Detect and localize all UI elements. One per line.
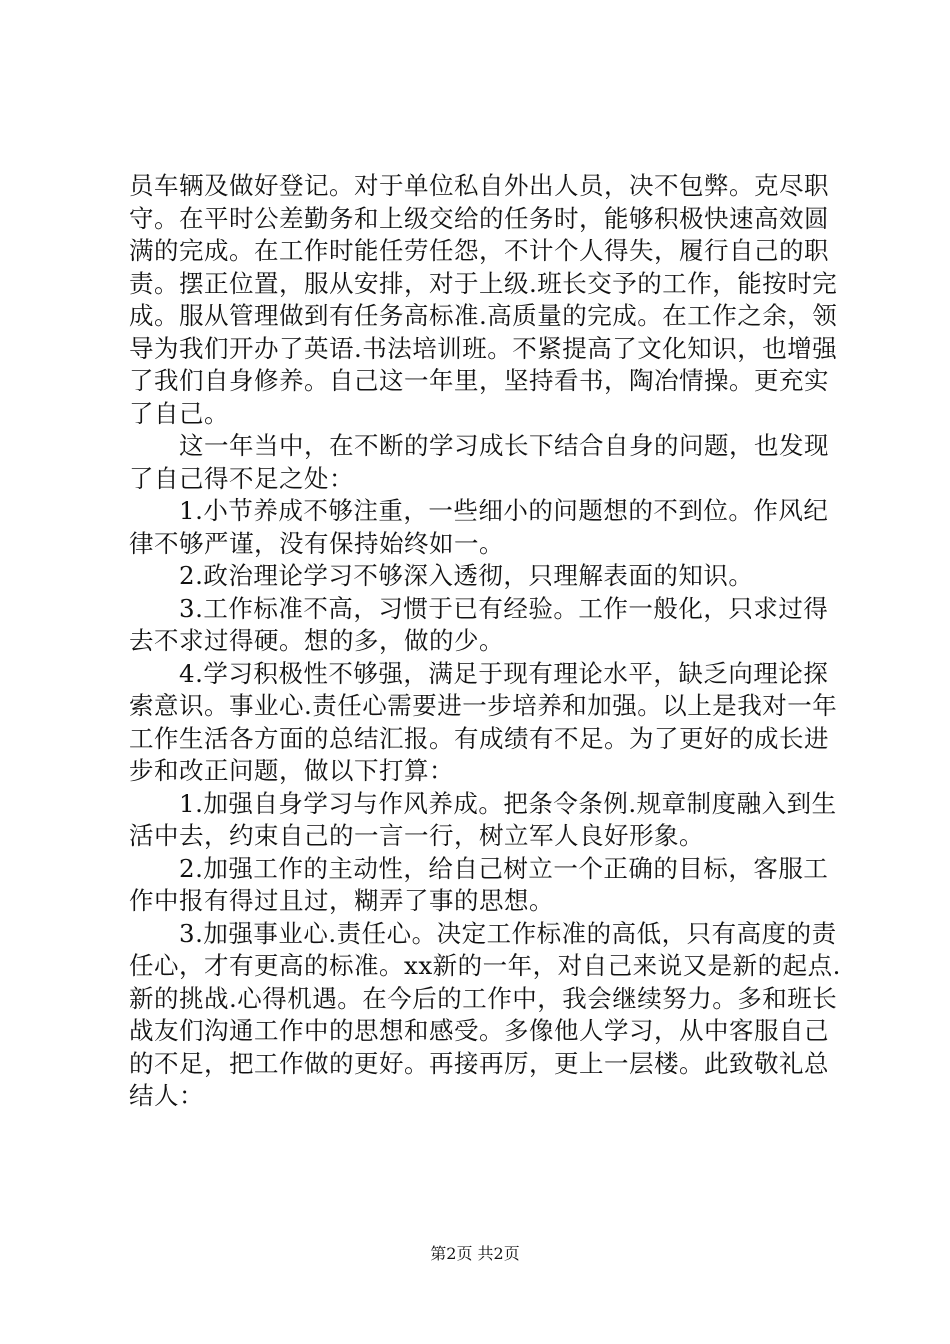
paragraph-shortcoming-3: 3.工作标准不高，习惯于已有经验。工作一般化，只求过得去不求过得硬。想的多，做的少。 — [129, 593, 829, 655]
paragraph-shortcomings-intro: 这一年当中，在不断的学习成长下结合自身的问题，也发现了自己得不足之处： — [129, 431, 829, 493]
paragraph-shortcoming-1: 1.小节养成不够注重，一些细小的问题想的不到位。作风纪律不够严谨，没有保持始终如一。 — [129, 496, 829, 558]
paragraph-plan-2: 2.加强工作的主动性，给自己树立一个正确的目标，客服工作中报有得过且过，糊弄了事的思想。 — [129, 853, 829, 915]
paragraph-shortcoming-2: 2.政治理论学习不够深入透彻，只理解表面的知识。 — [129, 561, 754, 590]
paragraph-shortcoming-4: 4.学习积极性不够强，满足于现有理论水平，缺乏向理论探索意识。事业心.责任心需要进一步培养和加强。以上是我对一年工作生活各方面的总结汇报。有成绩有不足。为了更好的成长进步和改正问题，做以下打算： — [129, 658, 838, 785]
page-number-label: 第2页 共2页 — [430, 1244, 520, 1263]
document-body — [129, 170, 849, 1113]
paragraph-plan-3: 3.加强事业心.责任心。决定工作标准的高低，只有高度的责任心，才有更高的标准。xx新的一年，对自己来说又是新的起点.新的挑战.心得机遇。在今后的工作中，我会继续努力。多和班长战友们沟通工作中的思想和感受。多像他人学习，从中客服自己的不足，把工作做的更好。再接再厉，更上一层楼。此致敬礼总结人： — [129, 918, 841, 1110]
paragraph-continuation: 员车辆及做好登记。对于单位私自外出人员，决不包弊。克尽职守。在平时公差勤务和上级交给的任务时，能够积极快速高效圆满的完成。在工作时能任劳任怨，不计个人得失，履行自己的职责。摆正位置，服从安排，对于上级.班长交予的工作，能按时完成。服从管理做到有任务高标准.高质量的完成。在工作之余，领导为我们开办了英语.书法培训班。不紧提高了文化知识，也增强了我们自身修养。自己这一年里，坚持看书，陶冶情操。更充实了自己。 — [129, 171, 838, 428]
page-footer — [0, 1244, 950, 1264]
paragraph-plan-1: 1.加强自身学习与作风养成。把条令条例.规章制度融入到生活中去，约束自己的一言一行，树立军人良好形象。 — [129, 788, 837, 850]
